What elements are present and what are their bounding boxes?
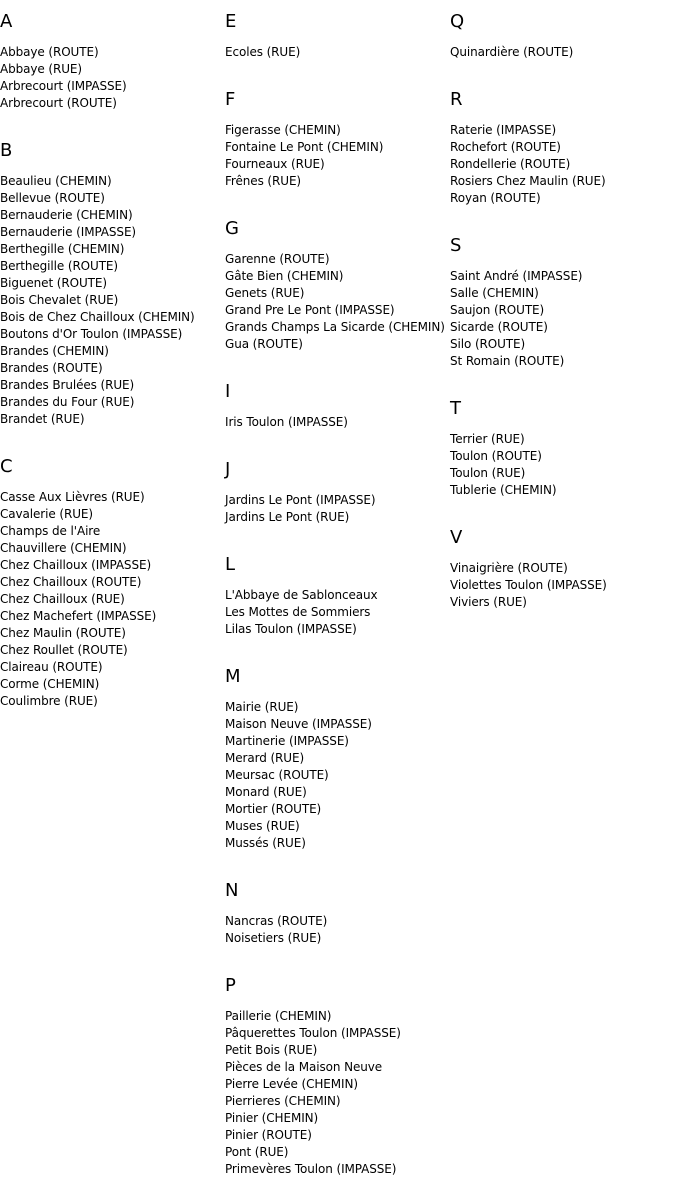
street-link[interactable]: Brandet (RUE) xyxy=(0,412,85,426)
street-link[interactable]: Bois Chevalet (RUE) xyxy=(0,293,119,307)
street-link[interactable]: Fontaine Le Pont (CHEMIN) xyxy=(225,140,384,154)
letter-group xyxy=(225,972,450,1178)
street-link[interactable]: Pierre Levée (CHEMIN) xyxy=(225,1077,358,1091)
letter-heading: E xyxy=(225,11,237,32)
street-link[interactable]: Mairie (RUE) xyxy=(225,700,299,714)
street-link[interactable]: Boutons d'Or Toulon (IMPASSE) xyxy=(0,327,183,341)
street-link[interactable]: Chez Machefert (IMPASSE) xyxy=(0,609,157,623)
letter-heading: F xyxy=(225,89,236,110)
letter-group xyxy=(225,86,450,190)
street-list xyxy=(225,251,450,353)
letter-heading: G xyxy=(225,218,239,239)
street-link[interactable]: Coulimbre (RUE) xyxy=(0,694,98,708)
street-link[interactable]: Brandes (CHEMIN) xyxy=(0,344,109,358)
street-list xyxy=(0,44,225,112)
street-link[interactable]: Biguenet (ROUTE) xyxy=(0,276,107,290)
index-column xyxy=(225,8,450,1203)
letter-heading: N xyxy=(225,880,239,901)
street-list xyxy=(225,122,450,190)
street-link[interactable]: Les Mottes de Sommiers xyxy=(225,605,371,619)
street-link[interactable]: Rosiers Chez Maulin (RUE) xyxy=(450,174,606,188)
street-link[interactable]: Iris Toulon (IMPASSE) xyxy=(225,415,348,429)
letter-heading: S xyxy=(450,235,462,256)
street-link[interactable]: Meursac (ROUTE) xyxy=(225,768,329,782)
letter-group xyxy=(0,453,225,710)
street-link[interactable]: Claireau (ROUTE) xyxy=(0,660,103,674)
street-link[interactable]: Toulon (RUE) xyxy=(450,466,526,480)
letter-group xyxy=(450,524,675,611)
street-link[interactable]: Vinaigrière (ROUTE) xyxy=(450,561,568,575)
street-list xyxy=(225,913,450,947)
letter-heading: T xyxy=(450,398,461,419)
street-link[interactable]: Jardins Le Pont (RUE) xyxy=(225,510,350,524)
street-list xyxy=(450,268,675,370)
street-link[interactable]: Rochefort (ROUTE) xyxy=(450,140,561,154)
street-link[interactable]: Merard (RUE) xyxy=(225,751,305,765)
letter-group xyxy=(225,215,450,353)
street-link[interactable]: Jardins Le Pont (IMPASSE) xyxy=(225,493,376,507)
street-link[interactable]: St Romain (ROUTE) xyxy=(450,354,565,368)
street-list xyxy=(0,489,225,710)
street-link[interactable]: Bernauderie (IMPASSE) xyxy=(0,225,137,239)
street-link[interactable]: Grands Champs La Sicarde (CHEMIN) xyxy=(225,320,445,334)
street-link[interactable]: Nancras (ROUTE) xyxy=(225,914,328,928)
street-link[interactable]: Chez Chailloux (ROUTE) xyxy=(0,575,142,589)
street-link[interactable]: Brandes du Four (RUE) xyxy=(0,395,135,409)
street-link[interactable]: Viviers (RUE) xyxy=(450,595,527,609)
street-link[interactable]: Muses (RUE) xyxy=(225,819,300,833)
street-link[interactable]: Petit Bois (RUE) xyxy=(225,1043,318,1057)
street-link[interactable]: Pont (RUE) xyxy=(225,1145,289,1159)
street-link[interactable]: Berthegille (CHEMIN) xyxy=(0,242,125,256)
street-link[interactable]: Gâte Bien (CHEMIN) xyxy=(225,269,344,283)
street-link[interactable]: Raterie (IMPASSE) xyxy=(450,123,557,137)
street-link[interactable]: Gua (ROUTE) xyxy=(225,337,303,351)
street-link[interactable]: Violettes Toulon (IMPASSE) xyxy=(450,578,607,592)
street-link[interactable]: Brandes (ROUTE) xyxy=(0,361,103,375)
letter-heading: J xyxy=(225,459,231,480)
street-link[interactable]: Abbaye (RUE) xyxy=(0,62,82,76)
street-link[interactable]: Grand Pre Le Pont (IMPASSE) xyxy=(225,303,395,317)
letter-group xyxy=(450,8,675,61)
street-link[interactable]: Arbrecourt (ROUTE) xyxy=(0,96,117,110)
street-link[interactable]: Garenne (ROUTE) xyxy=(225,252,330,266)
street-link[interactable]: Genets (RUE) xyxy=(225,286,305,300)
street-link[interactable]: Terrier (RUE) xyxy=(450,432,525,446)
street-list xyxy=(225,414,450,431)
letter-group xyxy=(0,8,225,112)
street-link[interactable]: Royan (ROUTE) xyxy=(450,191,541,205)
street-link[interactable]: Beaulieu (CHEMIN) xyxy=(0,174,112,188)
street-link[interactable]: Tublerie (CHEMIN) xyxy=(450,483,557,497)
letter-heading: L xyxy=(225,554,236,575)
street-list xyxy=(450,122,675,207)
street-link[interactable]: Saint André (IMPASSE) xyxy=(450,269,583,283)
street-link[interactable]: Brandes Brulées (RUE) xyxy=(0,378,135,392)
street-list xyxy=(225,492,450,526)
letter-group xyxy=(450,232,675,370)
street-link[interactable]: Abbaye (ROUTE) xyxy=(0,45,99,59)
street-list xyxy=(450,44,675,61)
street-link[interactable]: Pinier (CHEMIN) xyxy=(225,1111,319,1125)
street-link[interactable]: Martinerie (IMPASSE) xyxy=(225,734,349,748)
letter-group xyxy=(0,137,225,428)
street-list xyxy=(225,44,450,61)
street-link[interactable]: Bellevue (ROUTE) xyxy=(0,191,105,205)
street-link[interactable]: Monard (RUE) xyxy=(225,785,307,799)
index-column xyxy=(450,8,675,636)
street-link[interactable]: Primevères Toulon (IMPASSE) xyxy=(225,1162,397,1176)
street-list xyxy=(0,173,225,428)
street-link[interactable]: Maison Neuve (IMPASSE) xyxy=(225,717,372,731)
street-link[interactable]: Bois de Chez Chailloux (CHEMIN) xyxy=(0,310,195,324)
street-link[interactable]: Mussés (RUE) xyxy=(225,836,306,850)
letter-heading: R xyxy=(450,89,463,110)
street-link[interactable]: Paillerie (CHEMIN) xyxy=(225,1009,332,1023)
street-link[interactable]: Pierrieres (CHEMIN) xyxy=(225,1094,341,1108)
street-list xyxy=(450,431,675,499)
street-link[interactable]: Sicarde (ROUTE) xyxy=(450,320,548,334)
letter-group xyxy=(450,86,675,207)
letter-heading: Q xyxy=(450,11,465,32)
street-link[interactable]: Saujon (ROUTE) xyxy=(450,303,545,317)
letter-heading: M xyxy=(225,666,241,687)
street-link[interactable]: Bernauderie (CHEMIN) xyxy=(0,208,133,222)
street-link[interactable]: Chauvillere (CHEMIN) xyxy=(0,541,127,555)
street-link[interactable]: Silo (ROUTE) xyxy=(450,337,526,351)
street-list xyxy=(225,699,450,852)
street-link[interactable]: Ecoles (RUE) xyxy=(225,45,301,59)
street-link[interactable]: Mortier (ROUTE) xyxy=(225,802,322,816)
letter-group xyxy=(225,378,450,431)
letter-group xyxy=(225,663,450,852)
street-link[interactable]: Pinier (ROUTE) xyxy=(225,1128,312,1142)
letter-group xyxy=(225,877,450,947)
street-link[interactable]: Fourneaux (RUE) xyxy=(225,157,325,171)
street-link[interactable]: Chez Chailloux (RUE) xyxy=(0,592,125,606)
letter-heading: A xyxy=(0,11,13,32)
street-link[interactable]: Chez Maulin (ROUTE) xyxy=(0,626,126,640)
index-column xyxy=(0,8,225,735)
street-link[interactable]: L'Abbaye de Sablonceaux xyxy=(225,588,378,602)
street-list xyxy=(225,1008,450,1178)
letter-heading: P xyxy=(225,975,236,996)
street-link[interactable]: Corme (CHEMIN) xyxy=(0,677,100,691)
street-link[interactable]: Berthegille (ROUTE) xyxy=(0,259,119,273)
letter-heading: V xyxy=(450,527,463,548)
street-link[interactable]: Cavalerie (RUE) xyxy=(0,507,93,521)
street-link[interactable]: Champs de l'Aire xyxy=(0,524,101,538)
street-link[interactable]: Casse Aux Lièvres (RUE) xyxy=(0,490,145,504)
street-link[interactable]: Rondellerie (ROUTE) xyxy=(450,157,571,171)
street-link[interactable]: Lilas Toulon (IMPASSE) xyxy=(225,622,357,636)
letter-group xyxy=(225,551,450,638)
street-link[interactable]: Toulon (ROUTE) xyxy=(450,449,542,463)
letter-heading: C xyxy=(0,456,13,477)
letter-heading: B xyxy=(0,140,13,161)
street-link[interactable]: Arbrecourt (IMPASSE) xyxy=(0,79,127,93)
letter-group xyxy=(225,8,450,61)
street-link[interactable]: Frênes (RUE) xyxy=(225,174,302,188)
letter-group xyxy=(225,456,450,526)
street-link[interactable]: Chez Roullet (ROUTE) xyxy=(0,643,128,657)
street-link[interactable]: Pièces de la Maison Neuve xyxy=(225,1060,383,1074)
street-link[interactable]: Quinardière (ROUTE) xyxy=(450,45,574,59)
street-link[interactable]: Figerasse (CHEMIN) xyxy=(225,123,341,137)
street-list xyxy=(225,587,450,638)
street-link[interactable]: Pâquerettes Toulon (IMPASSE) xyxy=(225,1026,401,1040)
letter-group xyxy=(450,395,675,499)
letter-heading: I xyxy=(225,381,231,402)
street-link[interactable]: Salle (CHEMIN) xyxy=(450,286,539,300)
street-link[interactable]: Noisetiers (RUE) xyxy=(225,931,322,945)
street-list xyxy=(450,560,675,611)
street-link[interactable]: Chez Chailloux (IMPASSE) xyxy=(0,558,152,572)
